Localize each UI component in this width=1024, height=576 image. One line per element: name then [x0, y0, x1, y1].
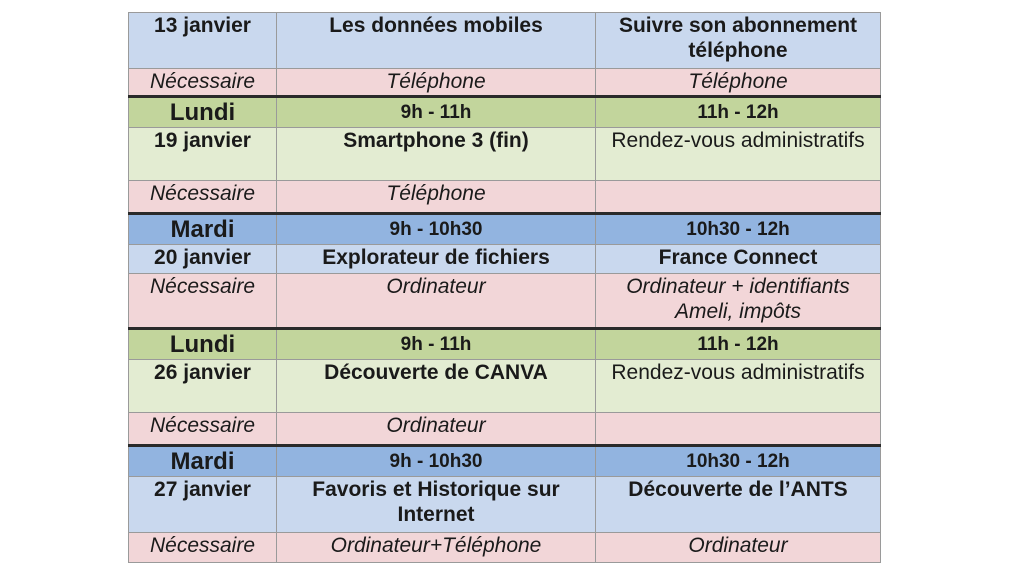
day-cell: 19 janvier: [129, 128, 277, 181]
session-2-cell: [596, 413, 881, 446]
day-cell: Lundi: [129, 97, 277, 128]
schedule-row: [129, 13, 881, 69]
schedule-row: [129, 181, 881, 214]
day-cell: 27 janvier: [129, 477, 277, 533]
session-2-cell: France Connect: [596, 245, 881, 274]
session-2-cell: Découverte de l’ANTS: [596, 477, 881, 533]
session-2-cell: Rendez-vous administratifs: [596, 128, 881, 181]
session-2-cell: 11h - 12h: [596, 97, 881, 128]
schedule-row: [129, 128, 881, 181]
session-1-cell: Découverte de CANVA: [277, 360, 596, 413]
schedule-row: [129, 97, 881, 128]
day-cell: Nécessaire: [129, 274, 277, 329]
session-1-cell: 9h - 10h30: [277, 446, 596, 477]
day-cell: Mardi: [129, 446, 277, 477]
day-cell: Nécessaire: [129, 69, 277, 97]
schedule-row: [129, 477, 881, 533]
session-2-cell: Ordinateur + identifiants Ameli, impôts: [596, 274, 881, 329]
session-2-cell: Suivre son abonnement téléphone: [596, 13, 881, 69]
schedule-table: [128, 12, 881, 563]
schedule-row: [129, 360, 881, 413]
session-2-cell: Rendez-vous administratifs: [596, 360, 881, 413]
session-1-cell: 9h - 11h: [277, 329, 596, 360]
day-cell: 20 janvier: [129, 245, 277, 274]
session-1-cell: Ordinateur: [277, 413, 596, 446]
session-2-cell: 10h30 - 12h: [596, 214, 881, 245]
schedule-row: [129, 329, 881, 360]
session-1-cell: Ordinateur+Téléphone: [277, 533, 596, 563]
schedule-row: [129, 214, 881, 245]
session-2-cell: 11h - 12h: [596, 329, 881, 360]
day-cell: Nécessaire: [129, 533, 277, 563]
session-2-cell: [596, 181, 881, 214]
day-cell: Mardi: [129, 214, 277, 245]
day-cell: Nécessaire: [129, 413, 277, 446]
schedule-row: [129, 274, 881, 329]
session-2-cell: Téléphone: [596, 69, 881, 97]
session-1-cell: Explorateur de fichiers: [277, 245, 596, 274]
day-cell: 26 janvier: [129, 360, 277, 413]
session-2-cell: 10h30 - 12h: [596, 446, 881, 477]
session-1-cell: Smartphone 3 (fin): [277, 128, 596, 181]
session-1-cell: Les données mobiles: [277, 13, 596, 69]
session-1-cell: Ordinateur: [277, 274, 596, 329]
session-2-cell: Ordinateur: [596, 533, 881, 563]
schedule-body: [129, 13, 881, 563]
schedule-row: [129, 533, 881, 563]
session-1-cell: Favoris et Historique sur Internet: [277, 477, 596, 533]
schedule-row: [129, 413, 881, 446]
session-1-cell: Téléphone: [277, 181, 596, 214]
schedule-row: [129, 245, 881, 274]
schedule-row: [129, 69, 881, 97]
session-1-cell: 9h - 10h30: [277, 214, 596, 245]
day-cell: Lundi: [129, 329, 277, 360]
schedule-row: [129, 446, 881, 477]
day-cell: Nécessaire: [129, 181, 277, 214]
day-cell: 13 janvier: [129, 13, 277, 69]
session-1-cell: 9h - 11h: [277, 97, 596, 128]
session-1-cell: Téléphone: [277, 69, 596, 97]
